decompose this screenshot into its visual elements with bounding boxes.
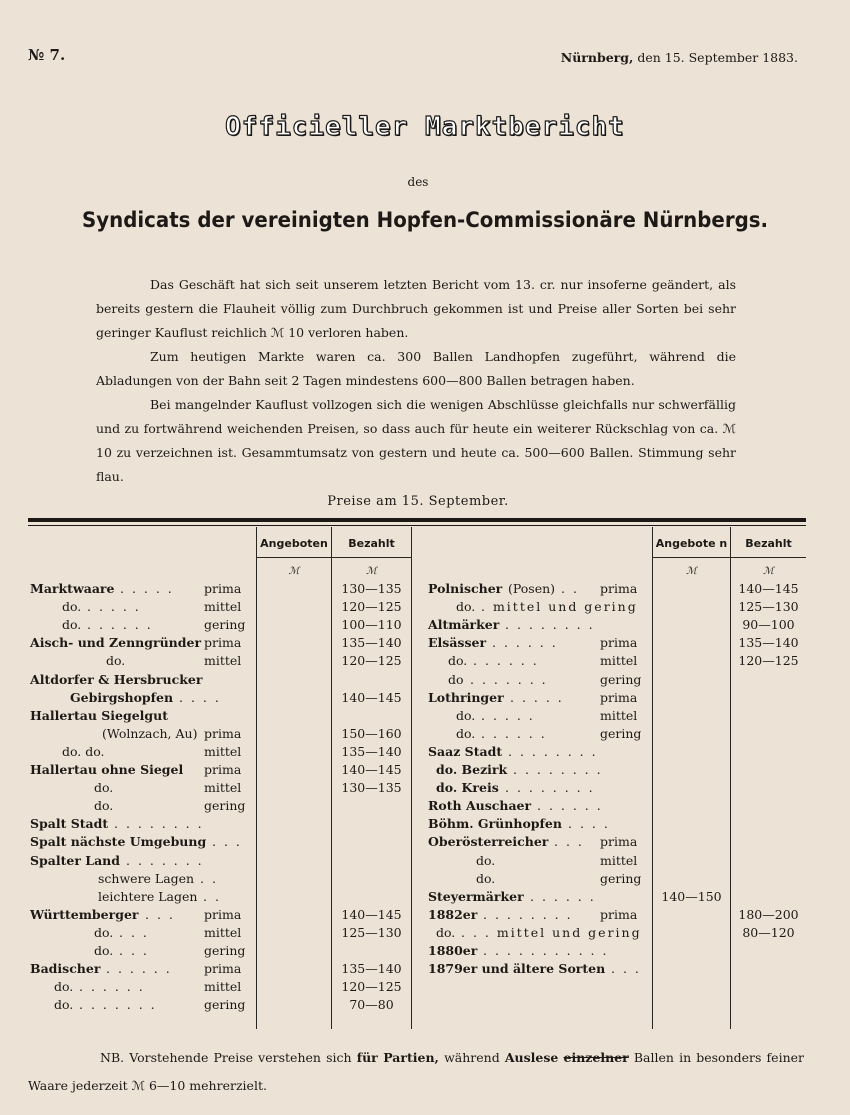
variety-label: do.	[94, 798, 114, 814]
dot-leader: . . . . . .	[106, 961, 172, 977]
quality-grade: mittel	[600, 707, 638, 723]
quality-grade: mittel	[204, 653, 242, 669]
prices-heading: Preise am 15. September.	[327, 494, 509, 509]
quality-grade: prima	[204, 906, 242, 922]
bezahlt-price: 120—125	[738, 653, 799, 669]
variety-label: Gebirgshopfen	[70, 689, 174, 705]
paragraph-3: Bei mangelnder Kauflust vollzogen sich die wenigen Abschlüsse gleichfalls nur schwerfällig und zu fortwährend weichenden Preisen, so dass auch für heute ein weiterer Rückschlag von ca. ℳ 10 zu verzeichnen ist. Gesammtumsatz von gestern und heute ca. 500—600 Ballen. Stimmung sehr flau.	[96, 397, 736, 484]
unit-mark: ℳ	[686, 566, 697, 577]
quality-grade: mittel	[204, 924, 242, 940]
dot-leader: . .	[561, 581, 579, 596]
report-title: Officieller Marktbericht	[225, 112, 625, 142]
right-table-row	[0, 707, 850, 725]
dot-leader: . . . . . . . .	[505, 780, 595, 796]
variety-label: do.	[476, 870, 496, 886]
right-table-row	[0, 815, 850, 833]
bezahlt-price: 120—125	[341, 599, 402, 615]
dot-leader: . .	[200, 870, 218, 886]
dot-leader: . . . mittel und gering	[461, 924, 642, 940]
unit-mark: ℳ	[366, 566, 377, 577]
variety-label: do.	[456, 725, 476, 741]
date-text: den 15. September 1883.	[637, 50, 798, 65]
variety-label: 1882er	[428, 906, 478, 922]
footnote	[28, 1044, 804, 1100]
right-table-row	[0, 852, 850, 870]
bezahlt-price: 120—125	[341, 653, 402, 669]
bezahlt-price: 135—140	[341, 635, 402, 651]
issue-number: № 7.	[28, 46, 66, 64]
dot-leader: . . . . . . . .	[483, 906, 573, 922]
right-table-row	[0, 652, 850, 670]
right-table-row	[0, 888, 850, 906]
right-table-row	[0, 725, 850, 743]
left-header-bezahlt: Bezahlt	[348, 537, 395, 550]
bezahlt-price: 125—130	[341, 924, 402, 940]
table-top-rule	[28, 518, 806, 522]
variety-label: Altmärker	[428, 617, 500, 633]
quality-grade: prima	[204, 635, 242, 651]
variety-label: Böhm. Grünhopfen	[428, 816, 562, 832]
bezahlt-price: 90—100	[742, 617, 795, 633]
quality-grade: mittel	[204, 780, 242, 796]
variety-label: Oberösterreicher	[428, 834, 549, 850]
bezahlt-price: 135—140	[341, 743, 402, 759]
dot-leader: . . . . .	[481, 707, 535, 723]
footnote-prefix: NB. Vorstehende Preise verstehen sich	[100, 1050, 352, 1065]
quality-grade: prima	[600, 834, 638, 850]
dot-leader: . . . . . . .	[79, 997, 157, 1013]
dot-leader: . . . . . . .	[126, 852, 204, 868]
angeboten-price: 140—150	[661, 888, 722, 904]
variety-label: leichtere Lagen	[98, 888, 198, 904]
right-table-row	[0, 942, 850, 960]
header-rule	[256, 557, 411, 558]
dot-leader: . mittel und gering	[481, 599, 638, 615]
dot-leader: . . .	[611, 961, 641, 977]
variety-label: Badischer	[30, 961, 101, 977]
variety-label: Spalter Land	[30, 852, 120, 868]
right-table-row	[0, 616, 850, 634]
variety-label: do.	[94, 924, 114, 940]
right-table-row	[0, 924, 850, 942]
quality-grade: gering	[204, 997, 246, 1013]
unit-mark: ℳ	[288, 566, 300, 577]
variety-label: do.	[436, 924, 456, 940]
right-table-row	[0, 960, 850, 978]
quality-grade: mittel	[600, 653, 638, 669]
right-table-row	[0, 671, 850, 689]
right-table-row	[0, 743, 850, 761]
right-table-row	[0, 833, 850, 851]
variety-label: do.	[54, 997, 74, 1013]
variety-label: do.	[94, 943, 114, 958]
bezahlt-price: 135—140	[738, 635, 799, 651]
variety-label: Lothringer	[428, 689, 504, 705]
variety-label: Aisch- und Zenngründer	[30, 635, 202, 651]
header-rule	[652, 557, 806, 558]
footnote-middle: während	[444, 1050, 500, 1065]
dot-leader: . . . .	[568, 816, 610, 832]
right-table-row	[0, 580, 850, 598]
footnote-suffix: Ballen in besonders feiner Waare jederzeit ℳ 6—10 mehrerzielt.	[28, 1050, 804, 1093]
left-table-row	[0, 996, 850, 1014]
dot-leader: . . . . . .	[473, 653, 539, 669]
variety-label: do.	[54, 979, 74, 995]
left-header-angeboten: Angeboten	[260, 537, 328, 550]
dot-leader: . . .	[145, 906, 175, 922]
dot-leader: . . . . . .	[537, 798, 603, 814]
variety-label: schwere Lagen	[98, 870, 195, 886]
dot-leader: . . . . . .	[79, 979, 145, 995]
variety-label: do. Bezirk	[436, 762, 508, 777]
variety-label: Steyermärker	[428, 888, 524, 904]
bezahlt-price: 140—145	[738, 581, 799, 596]
dot-leader: . . . . . . . .	[513, 762, 603, 777]
variety-label: do.	[62, 599, 82, 615]
footnote-bold-partien: für Partien,	[356, 1050, 439, 1065]
dot-leader: . . . . . .	[530, 888, 596, 904]
variety-label: Württemberger	[30, 906, 139, 922]
quality-grade: prima	[204, 581, 242, 596]
left-table-row	[0, 978, 850, 996]
bezahlt-price: 150—160	[341, 725, 402, 741]
dot-leader: . . . . . .	[87, 617, 153, 633]
quality-grade: gering	[204, 617, 246, 633]
variety-label: do.	[456, 599, 476, 615]
quality-grade: prima	[600, 635, 638, 651]
bezahlt-price: 130—135	[341, 780, 402, 796]
right-table-row	[0, 634, 850, 652]
quality-grade: prima	[600, 689, 638, 705]
variety-label: 1880er	[428, 943, 478, 958]
quality-grade: mittel	[600, 852, 638, 868]
quality-grade: mittel	[204, 599, 242, 615]
variety-label: do.	[448, 653, 468, 669]
right-table-row	[0, 906, 850, 924]
quality-grade: prima	[204, 961, 242, 977]
bezahlt-price: 140—145	[341, 762, 402, 777]
dot-leader: . . . . . . . .	[508, 743, 598, 759]
dot-leader: . . . . .	[87, 599, 141, 615]
variety-origin: (Posen)	[508, 581, 556, 596]
dot-leader: . . . . .	[120, 581, 174, 596]
variety-label: Hallertau ohne Siegel	[30, 762, 184, 777]
dateline	[561, 50, 798, 65]
variety-label: Elsässer	[428, 635, 487, 651]
variety-label: Spalt nächste Umgebung	[30, 834, 207, 850]
variety-label: (Wolnzach, Au)	[102, 725, 198, 741]
bezahlt-price: 130—135	[341, 581, 402, 596]
right-table-row	[0, 870, 850, 888]
dot-leader: . . . .	[179, 689, 221, 705]
variety-label: Saaz Stadt	[428, 743, 503, 759]
bezahlt-price: 125—130	[738, 599, 799, 615]
variety-label: do.	[476, 852, 496, 868]
quality-grade: gering	[204, 943, 246, 958]
footnote-struck-word: einzelner	[563, 1050, 629, 1065]
dot-leader: . . .	[212, 834, 242, 850]
variety-label: Polnischer	[428, 581, 503, 596]
bezahlt-price: 140—145	[341, 689, 402, 705]
variety-label: 1879er und ältere Sorten	[428, 961, 606, 977]
variety-label: Roth Auschaer	[428, 798, 532, 814]
quality-grade: mittel	[204, 743, 242, 759]
bezahlt-price: 140—145	[341, 906, 402, 922]
right-table-row	[0, 779, 850, 797]
bezahlt-price: 70—80	[349, 997, 394, 1013]
dot-leader: . . .	[554, 834, 584, 850]
dot-leader: . . . . . .	[481, 725, 547, 741]
quality-grade: mittel	[204, 979, 242, 995]
paragraph-2: Zum heutigen Markte waren ca. 300 Ballen Landhopfen zugeführt, während die Abladungen von der Bahn seit 2 Tagen mindestens 600—800 Ballen betragen haben.	[96, 349, 736, 388]
bezahlt-price: 180—200	[738, 906, 799, 922]
quality-grade: gering	[600, 671, 642, 687]
paragraph-1: Das Geschäft hat sich seit unserem letzten Bericht vom 13. cr. nur insoferne geändert, als bereits gestern die Flauheit völlig zum Durchbruch gekommen ist und Preise aller Sorten bei sehr geringer Kauflust reichlich ℳ 10 verloren haben.	[96, 277, 736, 340]
dot-leader: . . . . . . . .	[505, 617, 595, 633]
right-header-bezahlt: Bezahlt	[745, 537, 792, 550]
quality-grade: prima	[600, 581, 638, 596]
right-table-row	[0, 761, 850, 779]
dot-leader: . . .	[119, 943, 149, 958]
quality-grade: prima	[600, 906, 638, 922]
variety-label: Spalt Stadt	[30, 816, 109, 832]
footnote-bold-auslese: Auslese	[504, 1050, 559, 1065]
variety-label: do.	[62, 617, 82, 633]
dot-leader: . . . . . . .	[470, 671, 548, 687]
bezahlt-price: 80—120	[742, 924, 795, 940]
table-top-rule-thin	[28, 525, 806, 526]
variety-label: do.	[456, 707, 476, 723]
variety-label: do. Kreis	[436, 780, 499, 796]
quality-grade: gering	[600, 725, 642, 741]
quality-grade: gering	[204, 798, 246, 814]
variety-label: Altdorfer & Hersbrucker	[30, 671, 203, 687]
dot-leader: . . . . .	[510, 689, 564, 705]
variety-label: do	[448, 671, 464, 687]
dot-leader: . .	[203, 888, 221, 904]
dot-leader: . . . . . . . . . . .	[483, 943, 609, 958]
dot-leader: . . . . . .	[492, 635, 558, 651]
variety-label: do.	[106, 653, 126, 669]
right-header-angeboten: Angebote n	[655, 537, 728, 550]
quality-grade: prima	[204, 725, 242, 741]
variety-label: do.	[94, 780, 114, 796]
right-table-row	[0, 797, 850, 815]
right-table-row	[0, 689, 850, 707]
bezahlt-price: 135—140	[341, 961, 402, 977]
title-connector: des	[407, 175, 429, 189]
quality-grade: prima	[204, 762, 242, 777]
variety-label: do. do.	[62, 743, 105, 759]
bezahlt-price: 100—110	[341, 617, 402, 633]
variety-label: Hallertau Siegelgut	[30, 707, 169, 723]
unit-mark: ℳ	[763, 566, 774, 577]
quality-grade: gering	[600, 870, 642, 886]
variety-label: Marktwaare	[30, 581, 115, 596]
dot-leader: . . . . . . . .	[114, 816, 204, 832]
city-name: Nürnberg,	[560, 50, 634, 65]
bezahlt-price: 120—125	[341, 979, 402, 995]
right-table-row	[0, 598, 850, 616]
dot-leader: . . .	[119, 924, 149, 940]
syndicate-title: Syndicats der vereinigten Hopfen-Commissionäre Nürnbergs.	[81, 208, 769, 233]
